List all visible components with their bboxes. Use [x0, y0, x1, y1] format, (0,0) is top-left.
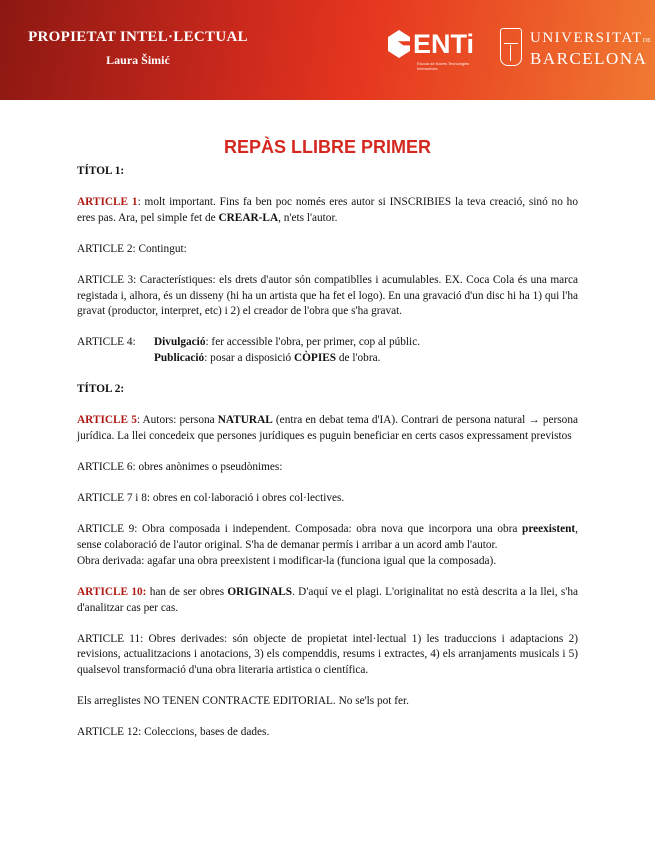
titol1-label: TÍTOL 1: [77, 165, 125, 177]
text: de l'obra. [336, 352, 381, 365]
enti-wordmark: ENTi [413, 29, 475, 59]
article-3: ARTICLE 3: Característiques: els drets d'autor són compatiblles i acumulables. EX. Coca Cola és una marca registada i, alhora, és un disseny (hi ha un artista que ha fet el logo). En una gravació d'un disc hi ha 1) qui l'ha gravat (productor, interpret, etc) i 2) el creador de l'obra que s'ha gravat. [77, 273, 578, 318]
ub-de: DE [642, 38, 651, 44]
document-body [77, 164, 578, 756]
header-banner [0, 0, 655, 100]
section-heading-titol2 [77, 382, 578, 398]
enti-logo [388, 29, 475, 71]
enti-mark-icon [388, 30, 410, 58]
article-9 [77, 522, 578, 569]
article-11: ARTICLE 11: Obres derivades: són objecte de propietat intel·lectual 1) les traduccions i adaptacions 2) revisions, actualitzacions i anotacions, 3) els compenddis, resums i extractes, 4) els arranjaments musicals i 5) qualsevol transformació d'una obra literaria artistica o científica. [77, 632, 578, 677]
article-6: ARTICLE 6: obres anònimes o pseudònimes: [77, 461, 283, 474]
article-1-label: ARTICLE 1 [77, 196, 138, 209]
text: han de ser obres [146, 585, 228, 598]
text: : molt important. Fins fa ben poc només eres autor si INSCRIBIES la teva creació, sinó no ho eres pas. Ara, pel simple fet de [77, 196, 578, 224]
section-heading-titol1 [77, 164, 578, 180]
ub-line1: UNIVERSITAT [530, 30, 643, 46]
text: . D'aquí ve el plagi. L'originalitat no està descrita a la llei, s'ha d'analitzar cas per cas. [77, 585, 578, 614]
article-4-label: ARTICLE 4: [77, 336, 136, 349]
bold-text: CREAR-LA [218, 211, 279, 224]
bold-text: ORIGINALS [227, 585, 293, 598]
text: , sense colaboració de l'autor original. S'ha de demanar permís i arribar a un acord amb l'autor. [77, 523, 578, 552]
course-title: PROPIETAT INTEL·LECTUAL [28, 29, 248, 45]
article-5 [77, 413, 578, 444]
titol2-label: TÍTOL 2: [77, 383, 125, 396]
ub-crest-icon [500, 28, 522, 66]
bold-text: Divulgació [154, 336, 206, 349]
author-name: Laura Šimić [106, 53, 170, 67]
bold-text: CÒPIES [293, 352, 337, 365]
ub-logo [530, 30, 651, 69]
document-title: REPÀS LLIBRE PRIMER [223, 137, 432, 157]
text: ARTICLE 9: Obra composada i independent. Composada: obra nova que incorpora una obra [77, 523, 523, 536]
text: : Autors: persona [136, 414, 218, 427]
bold-text: Publicació [154, 352, 205, 365]
article-7-8: ARTICLE 7 i 8: obres en col·laboració i obres col·lectives. [77, 492, 345, 505]
text: : posar a disposició [204, 352, 294, 365]
bold-text: preexistent [522, 523, 576, 536]
text: Obra derivada: agafar una obra preexistent i modificar-la (funciona igual que la composada). [77, 554, 497, 567]
text: (entra en debat tema d'IA). Contrari de persona natural → persona jurídica. La llei concedeix que persones jurídiques es puguin beneficiar en certs casos expressament previstos [77, 414, 578, 443]
article-1 [77, 195, 578, 226]
enti-subtitle: Escola de Noves Tecnologies Interactives [417, 61, 470, 71]
bold-text: NATURAL [217, 414, 273, 427]
article-4 [77, 335, 578, 366]
ub-line2: BARCELONA [530, 49, 648, 68]
arreglistes-note: Els arreglistes NO TENEN CONTRACTE EDITORIAL. No se'ls pot fer. [77, 695, 410, 708]
article-2: ARTICLE 2: Contingut: [77, 242, 187, 255]
article-10 [77, 585, 578, 616]
article-12: ARTICLE 12: Coleccions, bases de dades. [77, 726, 270, 739]
article-5-label: ARTICLE 5 [77, 414, 137, 427]
text: : fer accessible l'obra, per primer, cop al públic. [205, 336, 421, 349]
text: , n'ets l'autor. [278, 211, 338, 224]
article-10-label: ARTICLE 10: [77, 585, 147, 598]
